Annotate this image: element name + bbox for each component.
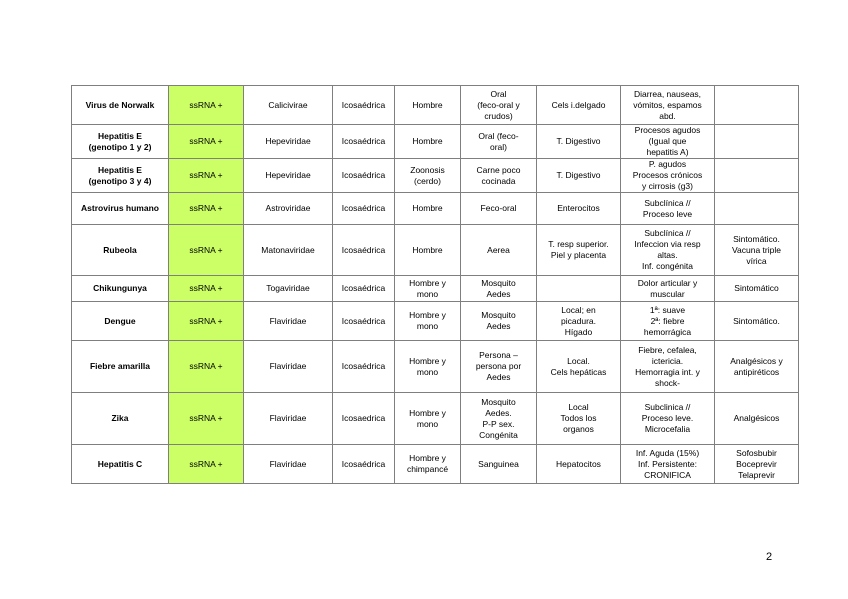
table-row xyxy=(72,276,799,302)
host-cell: Hombre y chimpancé xyxy=(395,445,461,484)
host-cell: Hombre xyxy=(395,125,461,159)
virus-name-cell: Zika xyxy=(72,393,169,445)
capsid-cell: Icosaédrica xyxy=(333,86,395,125)
capsid-cell: Icosaédrica xyxy=(333,125,395,159)
genome-type-cell: ssRNA + xyxy=(169,276,244,302)
host-cell: Hombre y mono xyxy=(395,302,461,341)
table-row xyxy=(72,193,799,225)
family-cell: Matonaviridae xyxy=(244,225,333,276)
table-row xyxy=(72,86,799,125)
capsid-cell: Icosaédrica xyxy=(333,159,395,193)
treatment-cell: Analgésicos y antipiréticos xyxy=(715,341,799,393)
transmission-cell: Persona – persona por Aedes xyxy=(461,341,537,393)
capsid-cell: Icosaédrica xyxy=(333,276,395,302)
target-tissue-cell: Local. Cels hepáticas xyxy=(537,341,621,393)
genome-type-cell: ssRNA + xyxy=(169,302,244,341)
genome-type-cell: ssRNA + xyxy=(169,341,244,393)
disease-cell: 1ª: suave 2ª: fiebre hemorrágica xyxy=(621,302,715,341)
genome-type-cell: ssRNA + xyxy=(169,193,244,225)
virus-name-cell: Hepatitis E (genotipo 3 y 4) xyxy=(72,159,169,193)
genome-type-cell: ssRNA + xyxy=(169,159,244,193)
family-cell: Togaviridae xyxy=(244,276,333,302)
virus-name-cell: Dengue xyxy=(72,302,169,341)
treatment-cell: Sofosbubir Boceprevir Telaprevir xyxy=(715,445,799,484)
host-cell: Hombre y mono xyxy=(395,341,461,393)
capsid-cell: Icosaédrica xyxy=(333,193,395,225)
genome-type-cell: ssRNA + xyxy=(169,125,244,159)
virus-name-cell: Virus de Norwalk xyxy=(72,86,169,125)
treatment-cell xyxy=(715,125,799,159)
disease-cell: Fiebre, cefalea, ictericia. Hemorragia int. y shock- xyxy=(621,341,715,393)
disease-cell: Diarrea, nauseas, vómitos, espamos abd. xyxy=(621,86,715,125)
treatment-cell xyxy=(715,86,799,125)
host-cell: Hombre xyxy=(395,193,461,225)
virus-name-cell: Hepatitis E (genotipo 1 y 2) xyxy=(72,125,169,159)
transmission-cell: Mosquito Aedes xyxy=(461,276,537,302)
family-cell: Astroviridae xyxy=(244,193,333,225)
target-tissue-cell: Cels i.delgado xyxy=(537,86,621,125)
genome-type-cell: ssRNA + xyxy=(169,445,244,484)
virus-table xyxy=(71,85,799,484)
disease-cell: Procesos agudos (Igual que hepatitis A) xyxy=(621,125,715,159)
capsid-cell: Icosaédrica xyxy=(333,225,395,276)
target-tissue-cell: T. Digestivo xyxy=(537,125,621,159)
family-cell: Flaviridae xyxy=(244,341,333,393)
target-tissue-cell: Enterocitos xyxy=(537,193,621,225)
virus-name-cell: Chikungunya xyxy=(72,276,169,302)
host-cell: Hombre xyxy=(395,86,461,125)
disease-cell: Subclínica // Proceso leve xyxy=(621,193,715,225)
disease-cell: Subclínica // Infeccion via resp altas. Inf. congénita xyxy=(621,225,715,276)
treatment-cell: Sintomático. Vacuna triple vírica xyxy=(715,225,799,276)
transmission-cell: Feco-oral xyxy=(461,193,537,225)
treatment-cell: Analgésicos xyxy=(715,393,799,445)
family-cell: Calicivirae xyxy=(244,86,333,125)
transmission-cell: Carne poco cocinada xyxy=(461,159,537,193)
transmission-cell: Oral (feco- oral) xyxy=(461,125,537,159)
transmission-cell: Oral (feco-oral y crudos) xyxy=(461,86,537,125)
treatment-cell: Sintomático. xyxy=(715,302,799,341)
transmission-cell: Sanguinea xyxy=(461,445,537,484)
virus-name-cell: Hepatitis C xyxy=(72,445,169,484)
treatment-cell: Sintomático xyxy=(715,276,799,302)
table-row xyxy=(72,445,799,484)
host-cell: Hombre y mono xyxy=(395,393,461,445)
transmission-cell: Aerea xyxy=(461,225,537,276)
target-tissue-cell xyxy=(537,276,621,302)
virus-name-cell: Astrovirus humano xyxy=(72,193,169,225)
virus-name-cell: Rubeola xyxy=(72,225,169,276)
transmission-cell: Mosquito Aedes xyxy=(461,302,537,341)
host-cell: Hombre xyxy=(395,225,461,276)
family-cell: Flaviridae xyxy=(244,393,333,445)
family-cell: Flaviridae xyxy=(244,302,333,341)
genome-type-cell: ssRNA + xyxy=(169,86,244,125)
target-tissue-cell: Hepatocitos xyxy=(537,445,621,484)
transmission-cell: Mosquito Aedes. P-P sex. Congénita xyxy=(461,393,537,445)
table-row xyxy=(72,302,799,341)
host-cell: Zoonosis (cerdo) xyxy=(395,159,461,193)
table-row xyxy=(72,225,799,276)
virus-name-cell: Fiebre amarilla xyxy=(72,341,169,393)
table-row xyxy=(72,341,799,393)
capsid-cell: Icosaédrica xyxy=(333,302,395,341)
table-row xyxy=(72,393,799,445)
genome-type-cell: ssRNA + xyxy=(169,393,244,445)
page-number: 2 xyxy=(766,551,773,563)
capsid-cell: Icosaédrica xyxy=(333,445,395,484)
disease-cell: Dolor articular y muscular xyxy=(621,276,715,302)
family-cell: Hepeviridae xyxy=(244,125,333,159)
treatment-cell xyxy=(715,159,799,193)
table-row xyxy=(72,125,799,159)
disease-cell: P. agudos Procesos crónicos y cirrosis (g3) xyxy=(621,159,715,193)
target-tissue-cell: Local; en picadura. Hígado xyxy=(537,302,621,341)
disease-cell: Subclinica // Proceso leve. Microcefalia xyxy=(621,393,715,445)
capsid-cell: Icosaédrica xyxy=(333,341,395,393)
family-cell: Hepeviridae xyxy=(244,159,333,193)
target-tissue-cell: Local Todos los organos xyxy=(537,393,621,445)
family-cell: Flaviridae xyxy=(244,445,333,484)
target-tissue-cell: T. Digestivo xyxy=(537,159,621,193)
genome-type-cell: ssRNA + xyxy=(169,225,244,276)
disease-cell: Inf. Aguda (15%) Inf. Persistente: CRONIFICA xyxy=(621,445,715,484)
table-row xyxy=(72,159,799,193)
treatment-cell xyxy=(715,193,799,225)
target-tissue-cell: T. resp superior. Piel y placenta xyxy=(537,225,621,276)
capsid-cell: Icosaedrica xyxy=(333,393,395,445)
host-cell: Hombre y mono xyxy=(395,276,461,302)
